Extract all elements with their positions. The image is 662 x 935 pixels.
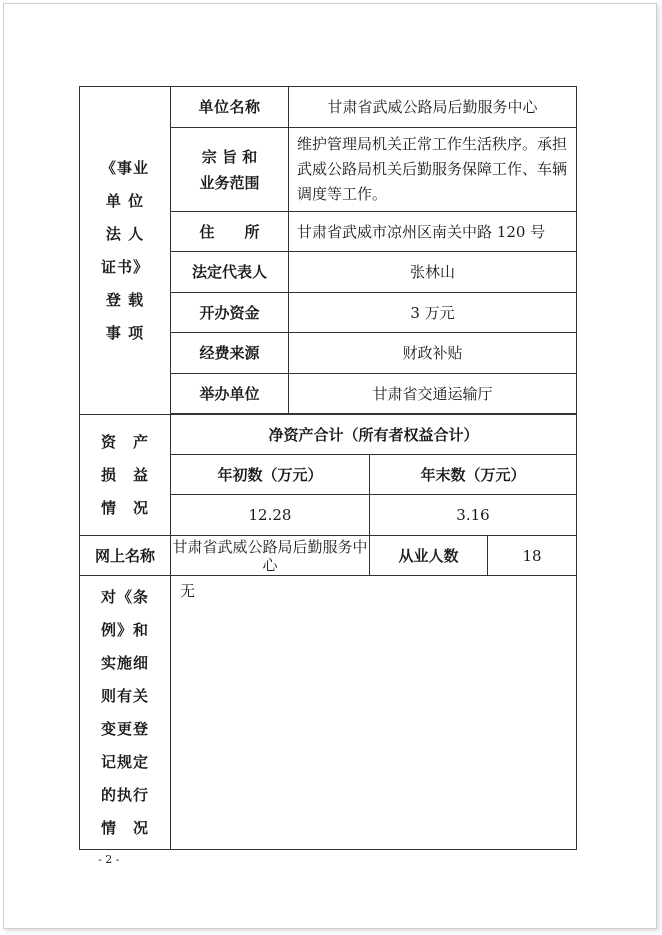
- staff-count-label: 从业人数: [370, 536, 488, 576]
- address-value: 甘肃省武威市凉州区南关中路 120 号: [289, 212, 577, 252]
- funds-value: 3 万元: [289, 293, 577, 333]
- begin-year-label: 年初数（万元）: [171, 455, 370, 495]
- section-assets-label: 资 产 损 益 情 况: [80, 415, 171, 536]
- staff-count-value: 18: [488, 536, 577, 576]
- sponsor-value: 甘肃省交通运输厅: [289, 374, 577, 414]
- unit-name-value: 甘肃省武威公路局后勤服务中心: [289, 87, 577, 128]
- page-number: - 2 -: [98, 853, 120, 866]
- registration-table: [79, 86, 577, 850]
- sponsor-label: 举办单位: [171, 374, 289, 414]
- legal-rep-value: 张林山: [289, 252, 577, 293]
- section-registration-label: 《事业 单 位 法 人 证书》 登 载 事 项: [80, 87, 171, 415]
- row-assets-header: [80, 415, 577, 455]
- end-year-label: 年末数（万元）: [370, 455, 577, 495]
- row-compliance: [80, 576, 577, 850]
- source-value: 财政补贴: [289, 333, 577, 374]
- funds-label: 开办资金: [171, 293, 289, 333]
- section-compliance-label: 对《条 例》和 实施细 则有关 变更登 记规定 的执行 情 况: [80, 576, 171, 850]
- net-assets-header: 净资产合计（所有者权益合计）: [171, 415, 577, 455]
- legal-rep-label: 法定代表人: [171, 252, 289, 293]
- scope-label: 宗 旨 和 业务范围: [171, 128, 289, 212]
- row-unit-name: [80, 87, 577, 128]
- online-name-label: 网上名称: [80, 536, 171, 576]
- begin-year-value: 12.28: [171, 495, 370, 536]
- compliance-value: 无: [171, 576, 577, 850]
- row-online-name: [80, 536, 577, 576]
- online-name-value: 甘肃省武威公路局后勤服务中心: [172, 537, 368, 574]
- unit-name-label: 单位名称: [171, 87, 289, 128]
- address-label: 住 所: [171, 212, 289, 252]
- end-year-value: 3.16: [370, 495, 577, 536]
- scope-value: 维护管理局机关正常工作生活秩序。承担武威公路局机关后勤服务保障工作、车辆调度等工作。: [289, 128, 577, 212]
- source-label: 经费来源: [171, 333, 289, 374]
